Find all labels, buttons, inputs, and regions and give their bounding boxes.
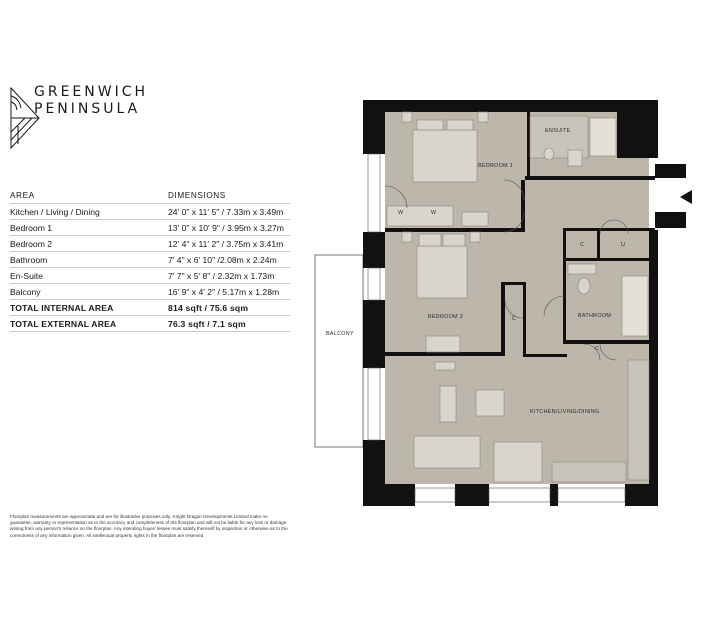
area-dimensions: 7' 7" x 5' 8" / 2.32m x 1.73m bbox=[168, 268, 290, 284]
entrance-arrow-icon bbox=[680, 190, 692, 204]
area-dimensions: 16' 9" x 4' 2" / 5.17m x 1.28m bbox=[168, 284, 290, 300]
column-header-dimensions: DIMENSIONS bbox=[168, 188, 290, 204]
cupboard-label: C bbox=[595, 346, 600, 352]
area-name: Balcony bbox=[10, 284, 168, 300]
wardrobe-label: W bbox=[398, 210, 404, 216]
total-label: TOTAL EXTERNAL AREA bbox=[10, 316, 168, 332]
area-dimensions: 13' 0" x 10' 9" / 3.95m x 3.27m bbox=[168, 220, 290, 236]
brand-line-2: PENINSULA bbox=[34, 101, 141, 117]
total-label: TOTAL INTERNAL AREA bbox=[10, 300, 168, 316]
area-dimensions: 7' 4" x 6' 10" /2.08m x 2.24m bbox=[168, 252, 290, 268]
room-label-ensuite: ENSUITE bbox=[545, 128, 571, 134]
room-label-bedroom-1: BEDROOM 1 bbox=[478, 163, 514, 169]
room-label-bedroom-2: BEDROOM 2 bbox=[428, 314, 464, 320]
cupboard-label: U bbox=[621, 242, 626, 248]
room-label-kitchen-living-dining: KITCHEN/LIVING/DINING bbox=[530, 409, 600, 415]
wardrobe-label: W bbox=[431, 210, 437, 216]
cupboard-label: C bbox=[512, 316, 517, 322]
area-dimensions: 24' 0" x 11' 5" / 7.33m x 3.49m bbox=[168, 204, 290, 220]
area-name: Bathroom bbox=[10, 252, 168, 268]
total-value: 76.3 sqft / 7.1 sqm bbox=[168, 316, 290, 332]
area-name: Bedroom 1 bbox=[10, 220, 168, 236]
area-name: Kitchen / Living / Dining bbox=[10, 204, 168, 220]
balcony-area bbox=[315, 255, 363, 447]
cupboard-label: C bbox=[580, 242, 585, 248]
area-dimensions: 12' 4" x 11' 2" / 3.75m x 3.41m bbox=[168, 236, 290, 252]
total-value: 814 sqft / 75.6 sqm bbox=[168, 300, 290, 316]
brand-line-1: GREENWICH bbox=[34, 84, 149, 100]
balcony-label: BALCONY bbox=[326, 331, 354, 337]
room-label-bathroom: BATHROOM bbox=[578, 313, 612, 319]
column-header-area: AREA bbox=[10, 188, 168, 204]
disclaimer-text: Floorplan measurements are approximate and are for illustrative purposes only. Knight Dragon Developments Limited make no guarantee, warranty or representation as to the accuracy and completeness of the floorplan and will not be liable for any loss or damage arising from any person's reliance on the floorplan. Any intending buyer/ lessee must satisfy themself by inspection or otherwise as to the correctness of any information given. All intellectual property rights in the floorplan are reserved. bbox=[10, 514, 288, 538]
area-name: En-Suite bbox=[10, 268, 168, 284]
area-name: Bedroom 2 bbox=[10, 236, 168, 252]
